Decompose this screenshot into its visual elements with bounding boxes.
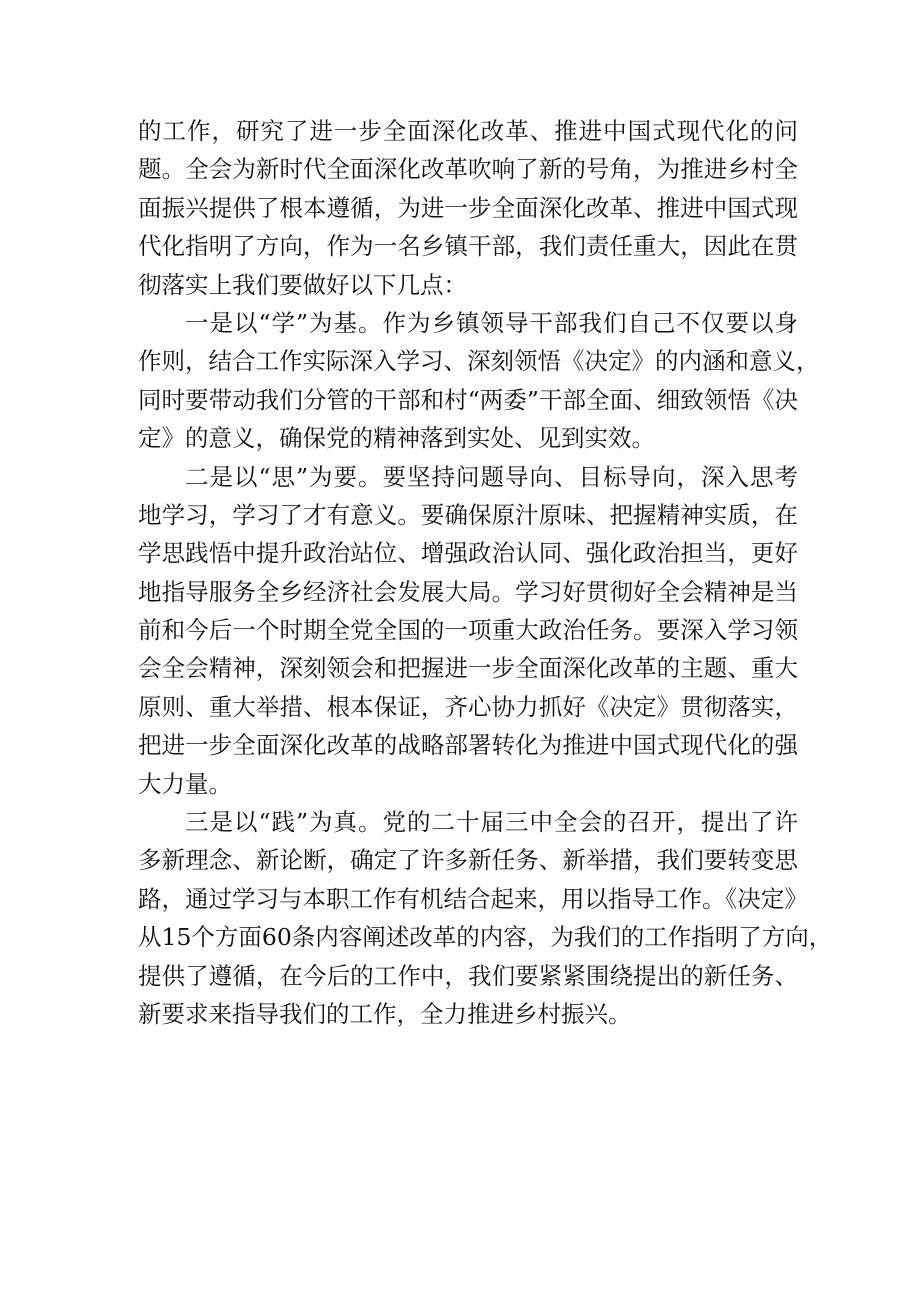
text-line: 三是以“践”为真。党的二十届三中全会的召开，提出了许 xyxy=(185,808,798,837)
text-line: 同时要带动我们分管的干部和村“两委”干部全面、细致领悟《决 xyxy=(138,385,798,414)
paragraph-practice xyxy=(138,803,833,1033)
text-line: 会全会精神，深刻领会和把握进一步全面深化改革的主题、重大 xyxy=(138,654,798,683)
text-line: 题。全会为新时代全面深化改革吹响了新的号角，为推进乡村全 xyxy=(138,155,798,184)
text-line: 一是以“学”为基。作为乡镇领导干部我们自己不仅要以身 xyxy=(185,308,798,337)
text-line: 地指导服务全乡经济社会发展大局。学习好贯彻好全会精神是当 xyxy=(138,577,798,606)
paragraph-study xyxy=(138,304,820,458)
text-line: 从15个方面60条内容阐述改革的内容，为我们的工作指明了方向， xyxy=(138,923,833,952)
paragraph-intro-continued xyxy=(138,112,798,304)
text-line: 彻落实上我们要做好以下几点： xyxy=(138,270,467,299)
text-line: 面振兴提供了根本遵循，为进一步全面深化改革、推进中国式现 xyxy=(138,193,798,222)
text-line: 原则、重大举措、根本保证，齐心协力抓好《决定》贯彻落实， xyxy=(138,692,798,721)
text-line: 新要求来指导我们的工作，全力推进乡村振兴。 xyxy=(138,999,632,1028)
text-line: 二是以“思”为要。要坚持问题导向、目标导向，深入思考 xyxy=(185,462,798,491)
text-line: 作则，结合工作实际深入学习、深刻领悟《决定》的内涵和意义， xyxy=(138,347,820,376)
text-line: 多新理念、新论断，确定了许多新任务、新举措，我们要转变思 xyxy=(138,846,798,875)
text-line: 地学习，学习了才有意义。要确保原汁原味、把握精神实质，在 xyxy=(138,500,798,529)
text-line: 前和今后一个时期全党全国的一项重大政治任务。要深入学习领 xyxy=(138,616,798,645)
document-body xyxy=(138,112,833,1033)
text-line: 的工作，研究了进一步全面深化改革、推进中国式现代化的问 xyxy=(138,117,798,145)
text-line: 提供了遵循，在今后的工作中，我们要紧紧围绕提出的新任务、 xyxy=(138,961,798,990)
text-line: 路，通过学习与本职工作有机结合起来，用以指导工作。《决定》 xyxy=(138,884,808,913)
text-line: 把进一步全面深化改革的战略部署转化为推进中国式现代化的强 xyxy=(138,731,798,760)
text-line: 大力量。 xyxy=(138,769,232,798)
text-line: 代化指明了方向，作为一名乡镇干部，我们责任重大，因此在贯 xyxy=(138,232,798,261)
text-line: 定》的意义，确保党的精神落到实处、见到实效。 xyxy=(138,424,655,453)
paragraph-think xyxy=(138,458,798,804)
text-line: 学思践悟中提升政治站位、增强政治认同、强化政治担当，更好 xyxy=(138,539,798,568)
